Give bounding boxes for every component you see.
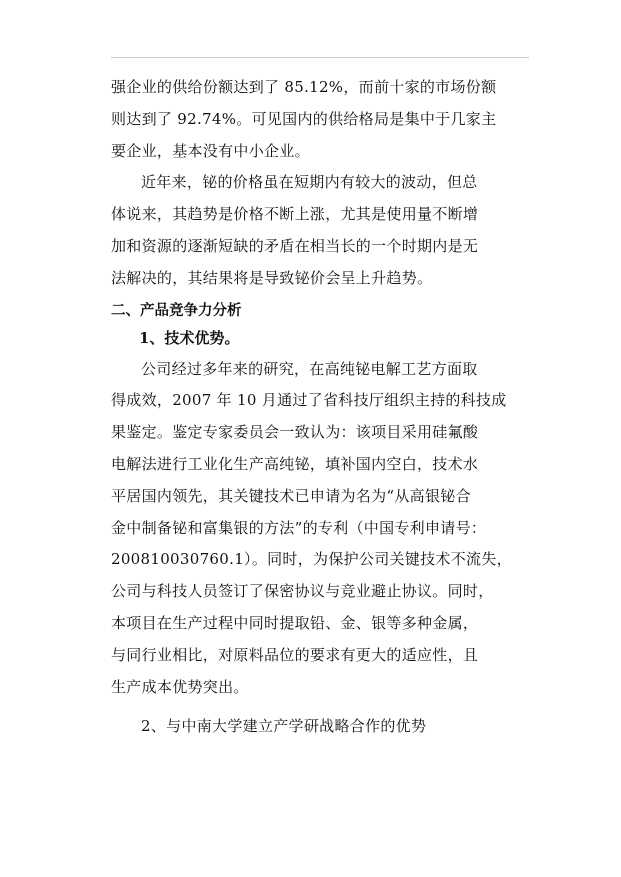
text-line: 2、与中南大学建立产学研战略合作的优势 [141,717,427,736]
text-line: 则达到了 92.74%。可见国内的供给格局是集中于几家主 [111,109,497,128]
text-line: 200810030760.1）。同时，为保护公司关键技术不流失， [111,550,512,569]
text-line: 生产成本优势突出。 [111,677,249,696]
text-line: 加和资源的逐渐短缺的矛盾在相当长的一个时期内是无 [111,236,479,255]
text-line: 与同行业相比，对原料品位的要求有更大的适应性，且 [111,645,479,664]
text-line: 公司与科技人员签订了保密协议与竞业避止协议。同时， [111,582,494,601]
text-line: 金中制备铋和富集银的方法”的专利（中国专利申请号： [111,518,487,537]
page-header-rule [111,57,529,58]
text-line: 强企业的供给份额达到了 85.12%，而前十家的市场份额 [111,78,497,96]
text-line: 本项目在生产过程中同时提取铅、金、银等多种金属， [111,613,479,632]
paragraph-price-trend [111,167,531,294]
paragraph-supply-share [111,72,531,167]
paragraph-tech-advantage [111,354,531,704]
document-body [111,72,531,743]
subsection-heading: 1、技术优势。 [139,328,240,347]
text-line: 平居国内领先，其关键技术已申请为名为“从高银铋合 [111,486,471,505]
text-line: 法解决的，其结果将是导致铋价会呈上升趋势。 [111,268,433,287]
text-line: 电解法进行工业化生产高纯铋，填补国内空白，技术水 [111,454,479,473]
text-line: 近年来，铋的价格虽在短期内有较大的波动，但总 [141,173,478,192]
text-line: 体说来，其趋势是价格不断上涨，尤其是使用量不断增 [111,205,479,224]
text-line: 得成效，2007 年 10 月通过了省科技厅组织主持的科技成 [111,391,507,410]
text-line: 要企业，基本没有中小企业。 [111,141,310,160]
text-line: 果鉴定。鉴定专家委员会一致认为：该项目采用硅氟酸 [111,423,479,442]
section-heading: 二、产品竞争力分析 [111,302,242,319]
text-line: 公司经过多年来的研究，在高纯铋电解工艺方面取 [141,359,478,378]
paragraph-university-cooperation [111,711,531,743]
paragraph-gap [111,703,531,711]
